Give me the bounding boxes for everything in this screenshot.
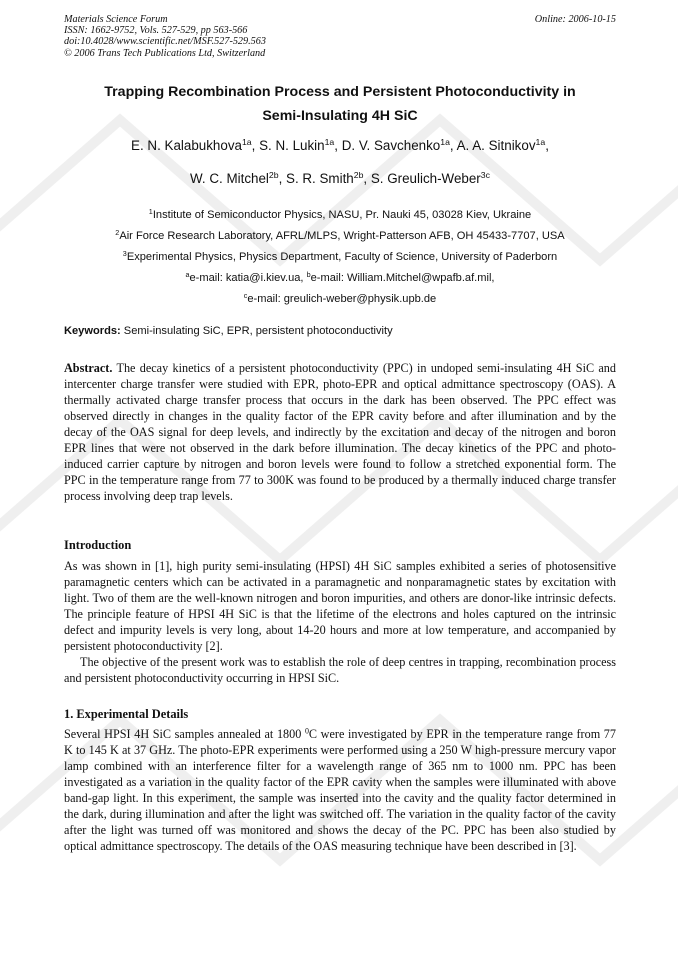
degree-mark: 0 bbox=[304, 726, 309, 736]
title-line-1: Trapping Recombination Process and Persistent Photoconductivity in bbox=[104, 84, 576, 100]
author-name: , S. Greulich-Weber bbox=[363, 171, 481, 186]
author-name: , S. N. Lukin bbox=[251, 138, 325, 153]
keywords bbox=[64, 324, 616, 338]
affiliation-text: Experimental Physics, Physics Department, Faculty of Science, University of Paderborn bbox=[126, 251, 558, 263]
introduction-body bbox=[64, 558, 616, 686]
email-mark: c bbox=[243, 291, 248, 301]
author-affil-mark: 2b bbox=[353, 170, 364, 181]
journal-header bbox=[64, 14, 616, 59]
copyright-line: © 2006 Trans Tech Publications Ltd, Switzerland bbox=[64, 47, 266, 59]
keywords-label: Keywords: bbox=[64, 325, 121, 337]
email-text: e-mail: William.Mitchel@wpafb.af.mil, bbox=[310, 272, 495, 284]
experimental-paragraph bbox=[64, 726, 616, 854]
experimental-text: Several HPSI 4H SiC samples annealed at 1800 bbox=[64, 727, 305, 741]
online-date: Online: 2006-10-15 bbox=[534, 14, 616, 25]
author-affil-mark: 3c bbox=[480, 170, 490, 181]
affiliations bbox=[64, 205, 616, 310]
email-mark: b bbox=[306, 270, 311, 280]
experimental-text: C were investigated by EPR in the temperature range from 77 K to 145 K at 37 GHz. The photo-EPR experiments were performed using a 250 W high-pressure mercury vapor lamp combined with an interference filter for a wavelength range of 365 nm to 1000 nm. PPC has been investigated as a variation in the quality factor of the EPR cavity when the samples were illuminated with above band-gap light. In this experiment, the sample was inserted into the cavity and the quality factor determined in the dark, during illumination and after the light was switched off. The variation in the quality factor of the cavity after the light was turned off was monitored and shows the decay of the PC. PPC has been also studied by optical admittance spectroscopy. The details of the OAS measuring technique have been described in [3]. bbox=[64, 727, 616, 853]
affiliation-2 bbox=[64, 226, 616, 247]
author-name: , D. V. Savchenko bbox=[334, 138, 441, 153]
email-row-1 bbox=[64, 268, 616, 289]
email-mark: a bbox=[185, 270, 190, 280]
author-name: , S. R. Smith bbox=[278, 171, 354, 186]
author-row-1 bbox=[64, 138, 616, 154]
abstract-paragraph bbox=[64, 360, 616, 504]
abstract-label: Abstract. bbox=[64, 361, 113, 375]
experimental-heading: 1. Experimental Details bbox=[64, 707, 189, 721]
author-affil-mark: 2b bbox=[268, 170, 279, 181]
email-text: e-mail: greulich-weber@physik.upb.de bbox=[247, 293, 437, 305]
affiliation-mark: 1 bbox=[148, 207, 153, 217]
email-text: e-mail: katia@i.kiev.ua, bbox=[189, 272, 307, 284]
abstract-text: The decay kinetics of a persistent photoconductivity (PPC) in undoped semi-insulating 4H SiC and intercenter charge transfer were studied with EPR, photo-EPR and optical admittance spectroscopy (OAS). A thermally activated charge transfer process that occurs in the dark has been observed. The PPC effect was observed directly in changes in the quality factor of the EPR cavity before and after illumination and by the decay of the OAS signal for deep levels, and indirectly by the excitation and decay of the nitrogen and boron EPR lines that were not observed in the dark before illumination. The decay kinetics of the PPC and photo-induced carrier capture by nitrogen and boron levels were found to follow a stretched exponential form. The PPC in the temperature range from 77 to 300K was found to be produced by a thermally induced charge transfer process involving deep trap levels. bbox=[64, 361, 616, 503]
author-separator: , bbox=[545, 138, 549, 153]
author-row-2 bbox=[64, 171, 616, 187]
title-line-2: Semi-Insulating 4H SiC bbox=[262, 108, 418, 124]
introduction-heading: Introduction bbox=[64, 538, 132, 552]
keywords-text: Semi-insulating SiC, EPR, persistent photoconductivity bbox=[120, 325, 393, 337]
author-affil-mark: 1a bbox=[324, 137, 335, 148]
affiliation-text: Air Force Research Laboratory, AFRL/MLPS, Wright-Patterson AFB, OH 45433-7707, USA bbox=[119, 230, 565, 242]
affiliation-mark: 3 bbox=[122, 249, 127, 259]
journal-name: Materials Science Forum bbox=[64, 14, 168, 25]
author-name: E. N. Kalabukhova bbox=[131, 138, 242, 153]
email-row-2 bbox=[64, 289, 616, 310]
issn-line: ISSN: 1662-9752, Vols. 527-529, pp 563-566 bbox=[64, 25, 248, 37]
author-affil-mark: 1a bbox=[535, 137, 546, 148]
affiliation-mark: 2 bbox=[115, 228, 120, 238]
affiliation-text: Institute of Semiconductor Physics, NASU, Pr. Nauki 45, 03028 Kiev, Ukraine bbox=[152, 209, 532, 221]
affiliation-3 bbox=[64, 247, 616, 268]
experimental-body bbox=[64, 726, 616, 854]
author-name: W. C. Mitchel bbox=[190, 171, 269, 186]
paper-title bbox=[64, 80, 616, 128]
author-list bbox=[64, 138, 616, 187]
author-affil-mark: 1a bbox=[440, 137, 450, 148]
introduction-paragraph-1: As was shown in [1], high purity semi-insulating (HPSI) 4H SiC samples exhibited a series of photosensitive paramagnetic centers which can be activated in a paramagnetic and nonparamagnetic states by excitation with light. Two of them are the well-known nitrogen and boron impurities, and others are donor-like intrinsic defects. The principle feature of HPSI 4H SiC is that the lifetime of the electrons and holes captured on the intrinsic defect and impurity levels is very long, about 14-20 hours and more at low temperature, and accompanied by persistent photoconductivity [2]. bbox=[64, 559, 616, 653]
author-affil-mark: 1a bbox=[241, 137, 252, 148]
author-name: , A. A. Sitnikov bbox=[449, 138, 536, 153]
affiliation-1 bbox=[64, 205, 616, 226]
abstract bbox=[64, 360, 616, 504]
introduction-paragraph-2: The objective of the present work was to establish the role of deep centres in trapping, recombination process and persistent photoconductivity occurring in HPSI SiC. bbox=[64, 655, 616, 685]
doi-line: doi:10.4028/www.scientific.net/MSF.527-529.563 bbox=[64, 36, 266, 48]
